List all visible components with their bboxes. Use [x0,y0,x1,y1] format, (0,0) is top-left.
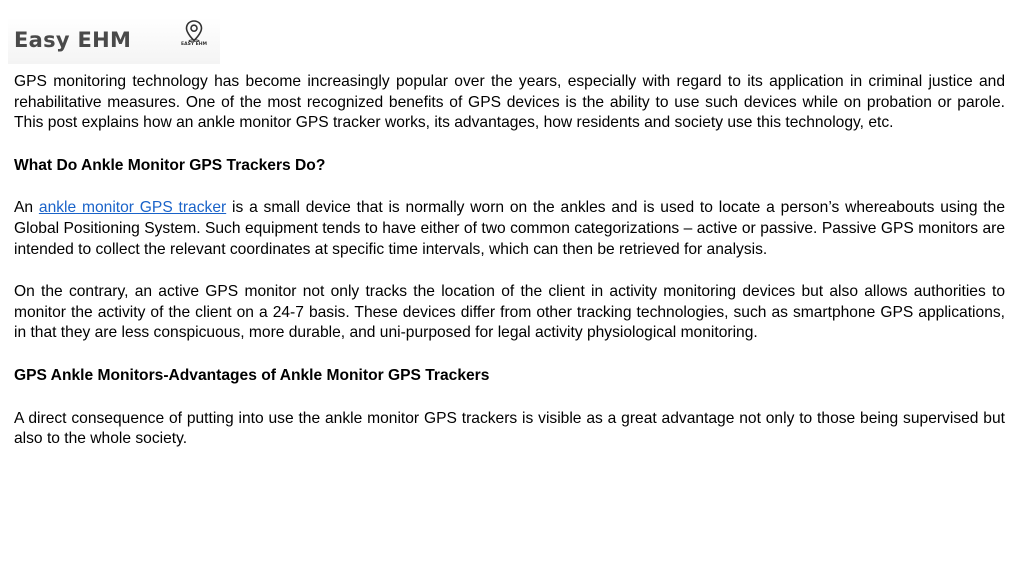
brand-mark [176,20,212,52]
active-monitor-paragraph: On the contrary, an active GPS monitor not only tracks the location of the client in activity monitoring devices but also allows authorities to monitor the activity of the client on a 24-7 basis. These devices differ from other tracking technologies, such as smartphone GPS applications, in that they are less conspicuous, more durable, and uni-purposed for legal activity physiological monitoring. [14,283,1005,342]
map-pin-icon [185,20,203,42]
advantages-paragraph: A direct consequence of putting into use the ankle monitor GPS trackers is visible as a great advantage not only to those being supervised but also to the whole society. [14,409,1005,448]
intro-paragraph: GPS monitoring technology has become increasingly popular over the years, especially with regard to its application in criminal justice and rehabilitative measures. One of the most recognized benefits of GPS devices is the ability to use such devices while on probation or parole. This post explains how an ankle monitor GPS tracker works, its advantages, how residents and society use this technology, etc. [14,73,1005,132]
description-paragraph [14,198,1005,260]
brand-name: Easy EHM [14,28,132,52]
brand-mark-text: EASY EHM [181,42,207,47]
paragraph-rest-text: is a small device that is normally worn on the ankles and is used to locate a person’s whereabouts using the Global Positioning System. Such equipment tends to have either of two common categorizations – active or passive. Passive GPS monitors are intended to collect the relevant coordinates at specific time intervals, which can then be retrieved for analysis. [14,199,1005,258]
ankle-monitor-link[interactable]: ankle monitor GPS tracker [38,199,227,217]
article-body [14,72,1005,472]
brand-logo[interactable] [8,18,220,64]
section-heading-advantages: GPS Ankle Monitors-Advantages of Ankle Monitor GPS Trackers [14,366,490,384]
paragraph-lead-text: An [14,199,39,217]
section-heading-what: What Do Ankle Monitor GPS Trackers Do? [14,156,326,174]
